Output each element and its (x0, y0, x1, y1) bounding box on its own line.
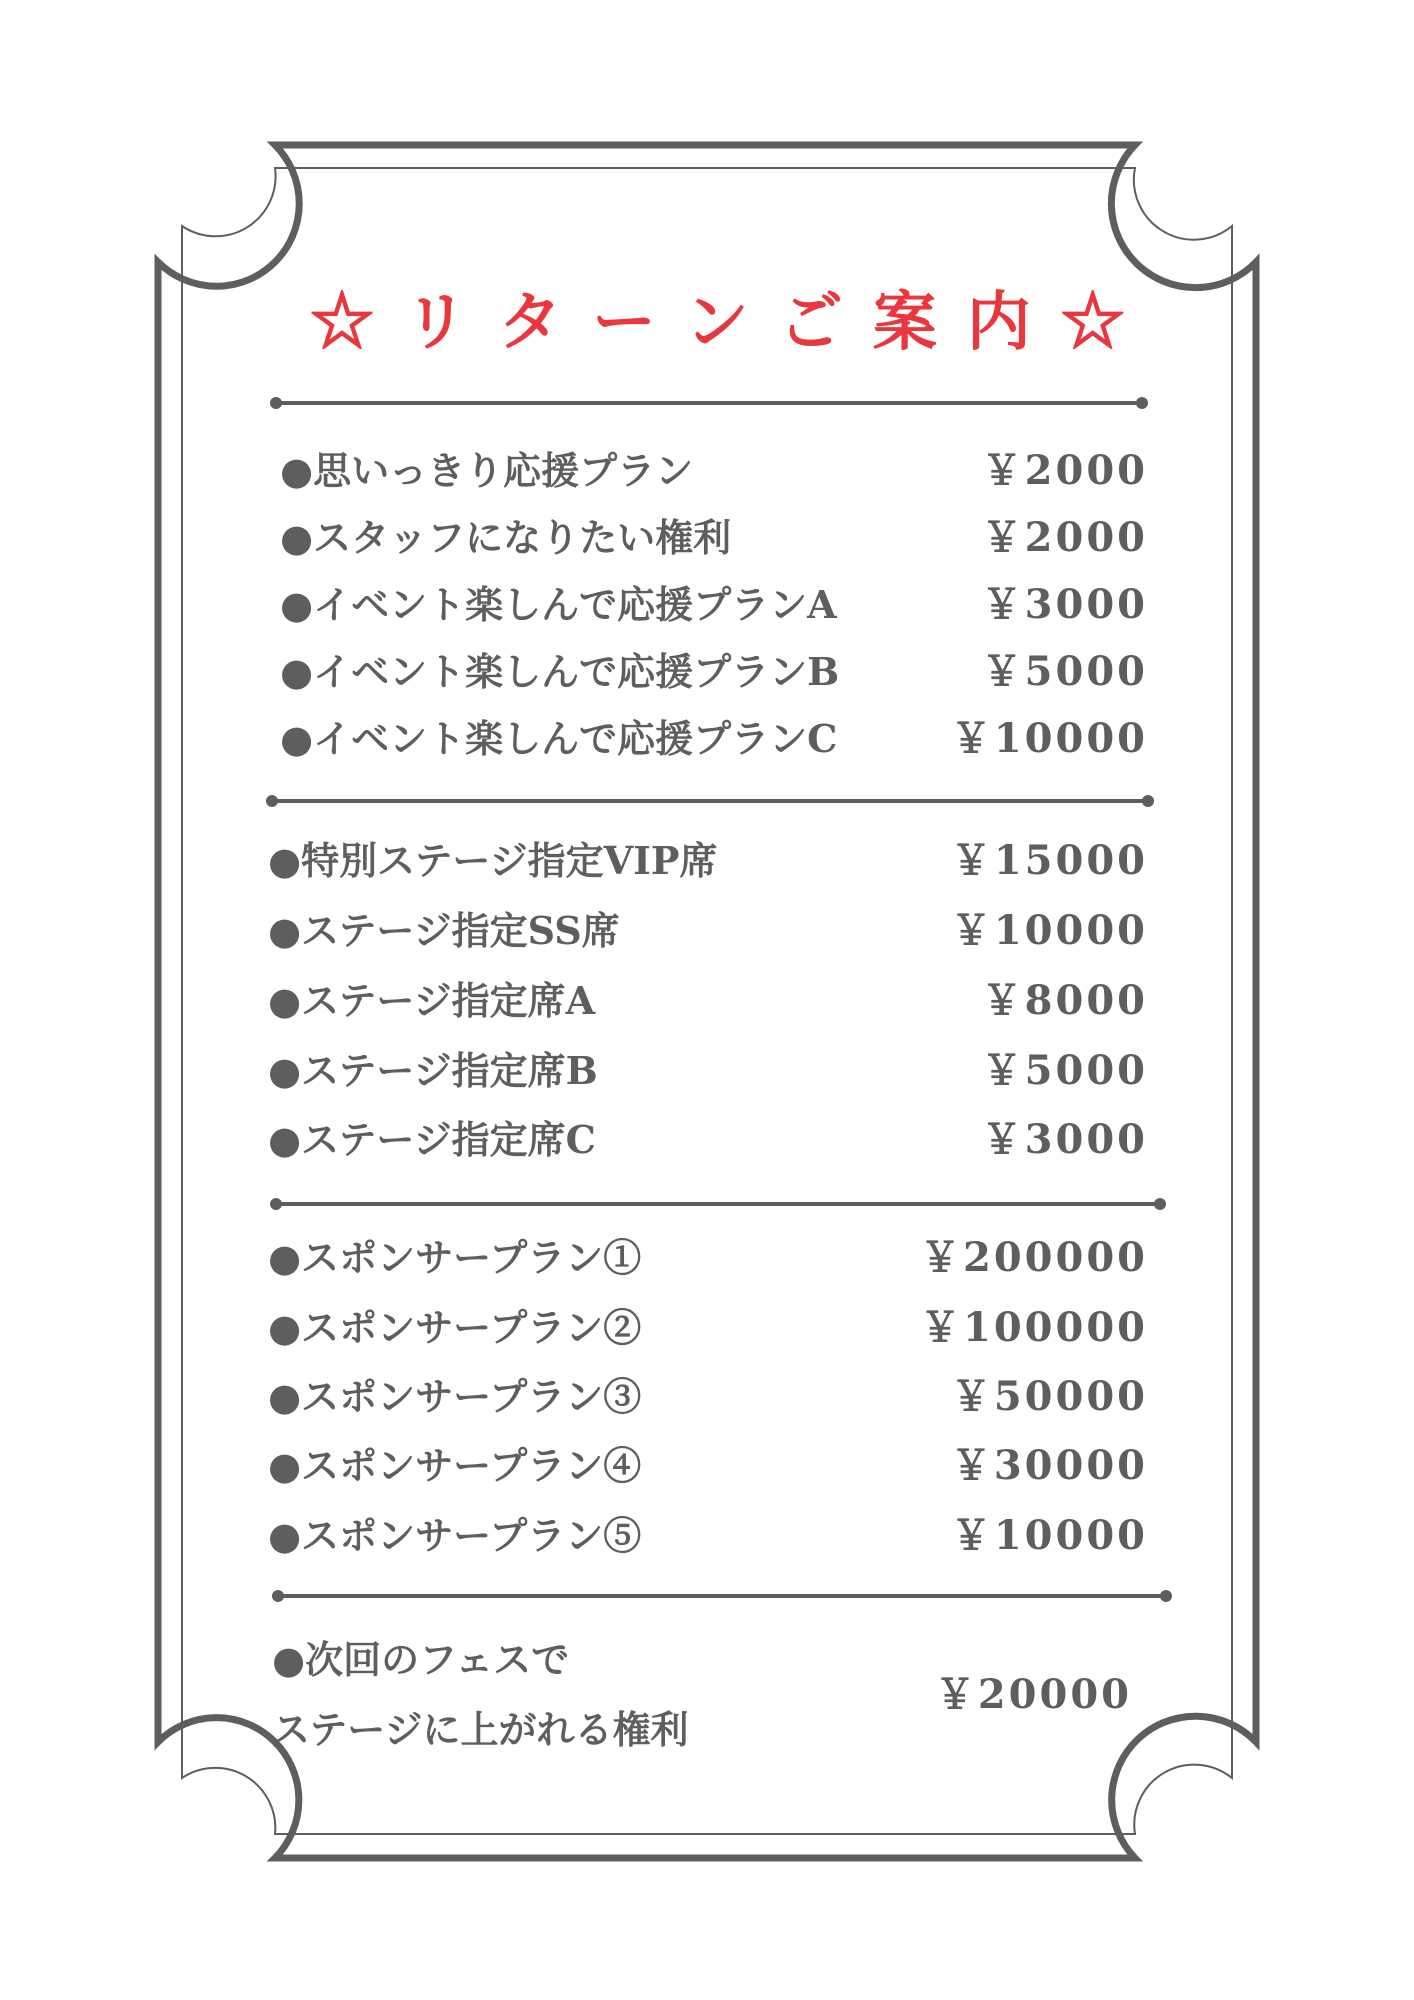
section-divider (272, 799, 1148, 803)
item-name: ●イベント楽しんで応援プランB (280, 649, 840, 694)
item-name: ●スポンサープラン④ (268, 1443, 642, 1488)
last-item-line2: ステージに上がれる権利 (272, 1707, 689, 1752)
list-item (268, 1110, 1148, 1170)
item-name: ●ステージ指定席A (268, 978, 596, 1023)
item-name: ●特別ステージ指定VIP席 (268, 838, 718, 883)
item-price: ￥5000 (981, 648, 1148, 695)
item-name: ●ステージ指定席B (268, 1048, 598, 1093)
item-price: ￥200000 (920, 1234, 1148, 1281)
item-price: ￥2000 (981, 447, 1148, 494)
item-price: ￥3000 (981, 1116, 1148, 1163)
item-price: ￥50000 (950, 1373, 1148, 1420)
item-price: ￥15000 (950, 837, 1148, 884)
list-item (268, 1506, 1148, 1566)
last-item-name (272, 1625, 688, 1765)
item-name: ●イベント楽しんで応援プランA (280, 582, 837, 627)
list-item (268, 831, 1148, 891)
list-item (268, 901, 1148, 961)
list-item (280, 508, 1148, 568)
list-item (268, 1436, 1148, 1496)
list-item (280, 575, 1148, 635)
item-name: ●スポンサープラン② (268, 1305, 642, 1350)
list-item (280, 709, 1148, 769)
item-price: ￥3000 (981, 581, 1148, 628)
item-name: ●スポンサープラン③ (268, 1374, 642, 1419)
list-item (280, 642, 1148, 702)
item-name: ●思いっきり応援プラン (280, 448, 694, 493)
section-divider (276, 401, 1142, 405)
section-divider (278, 1594, 1166, 1598)
item-price: ￥5000 (981, 1047, 1148, 1094)
item-name: ●スタッフになりたい権利 (280, 515, 732, 560)
section-divider (276, 1202, 1160, 1206)
item-price: ￥10000 (950, 907, 1148, 954)
list-item (268, 1228, 1148, 1288)
item-price: ￥100000 (920, 1304, 1148, 1351)
last-item-line1: ●次回のフェスで (272, 1637, 570, 1682)
list-item (268, 1367, 1148, 1427)
list-item (268, 1041, 1148, 1101)
item-name: ●スポンサープラン⑤ (268, 1513, 642, 1558)
list-item (268, 1298, 1148, 1358)
list-item (280, 441, 1148, 501)
last-item-price: ￥20000 (934, 1671, 1132, 1718)
item-price: ￥2000 (981, 514, 1148, 561)
item-name: ●スポンサープラン① (268, 1235, 642, 1280)
item-name: ●ステージ指定席C (268, 1117, 596, 1162)
item-name: ●イベント楽しんで応援プランC (280, 716, 838, 761)
item-price: ￥8000 (981, 977, 1148, 1024)
item-price: ￥10000 (950, 1512, 1148, 1559)
item-name: ●ステージ指定SS席 (268, 908, 620, 953)
item-price: ￥10000 (950, 715, 1148, 762)
page-title: ☆リターンご案内☆ (310, 285, 1155, 360)
item-price: ￥30000 (950, 1442, 1148, 1489)
list-item (268, 971, 1148, 1031)
